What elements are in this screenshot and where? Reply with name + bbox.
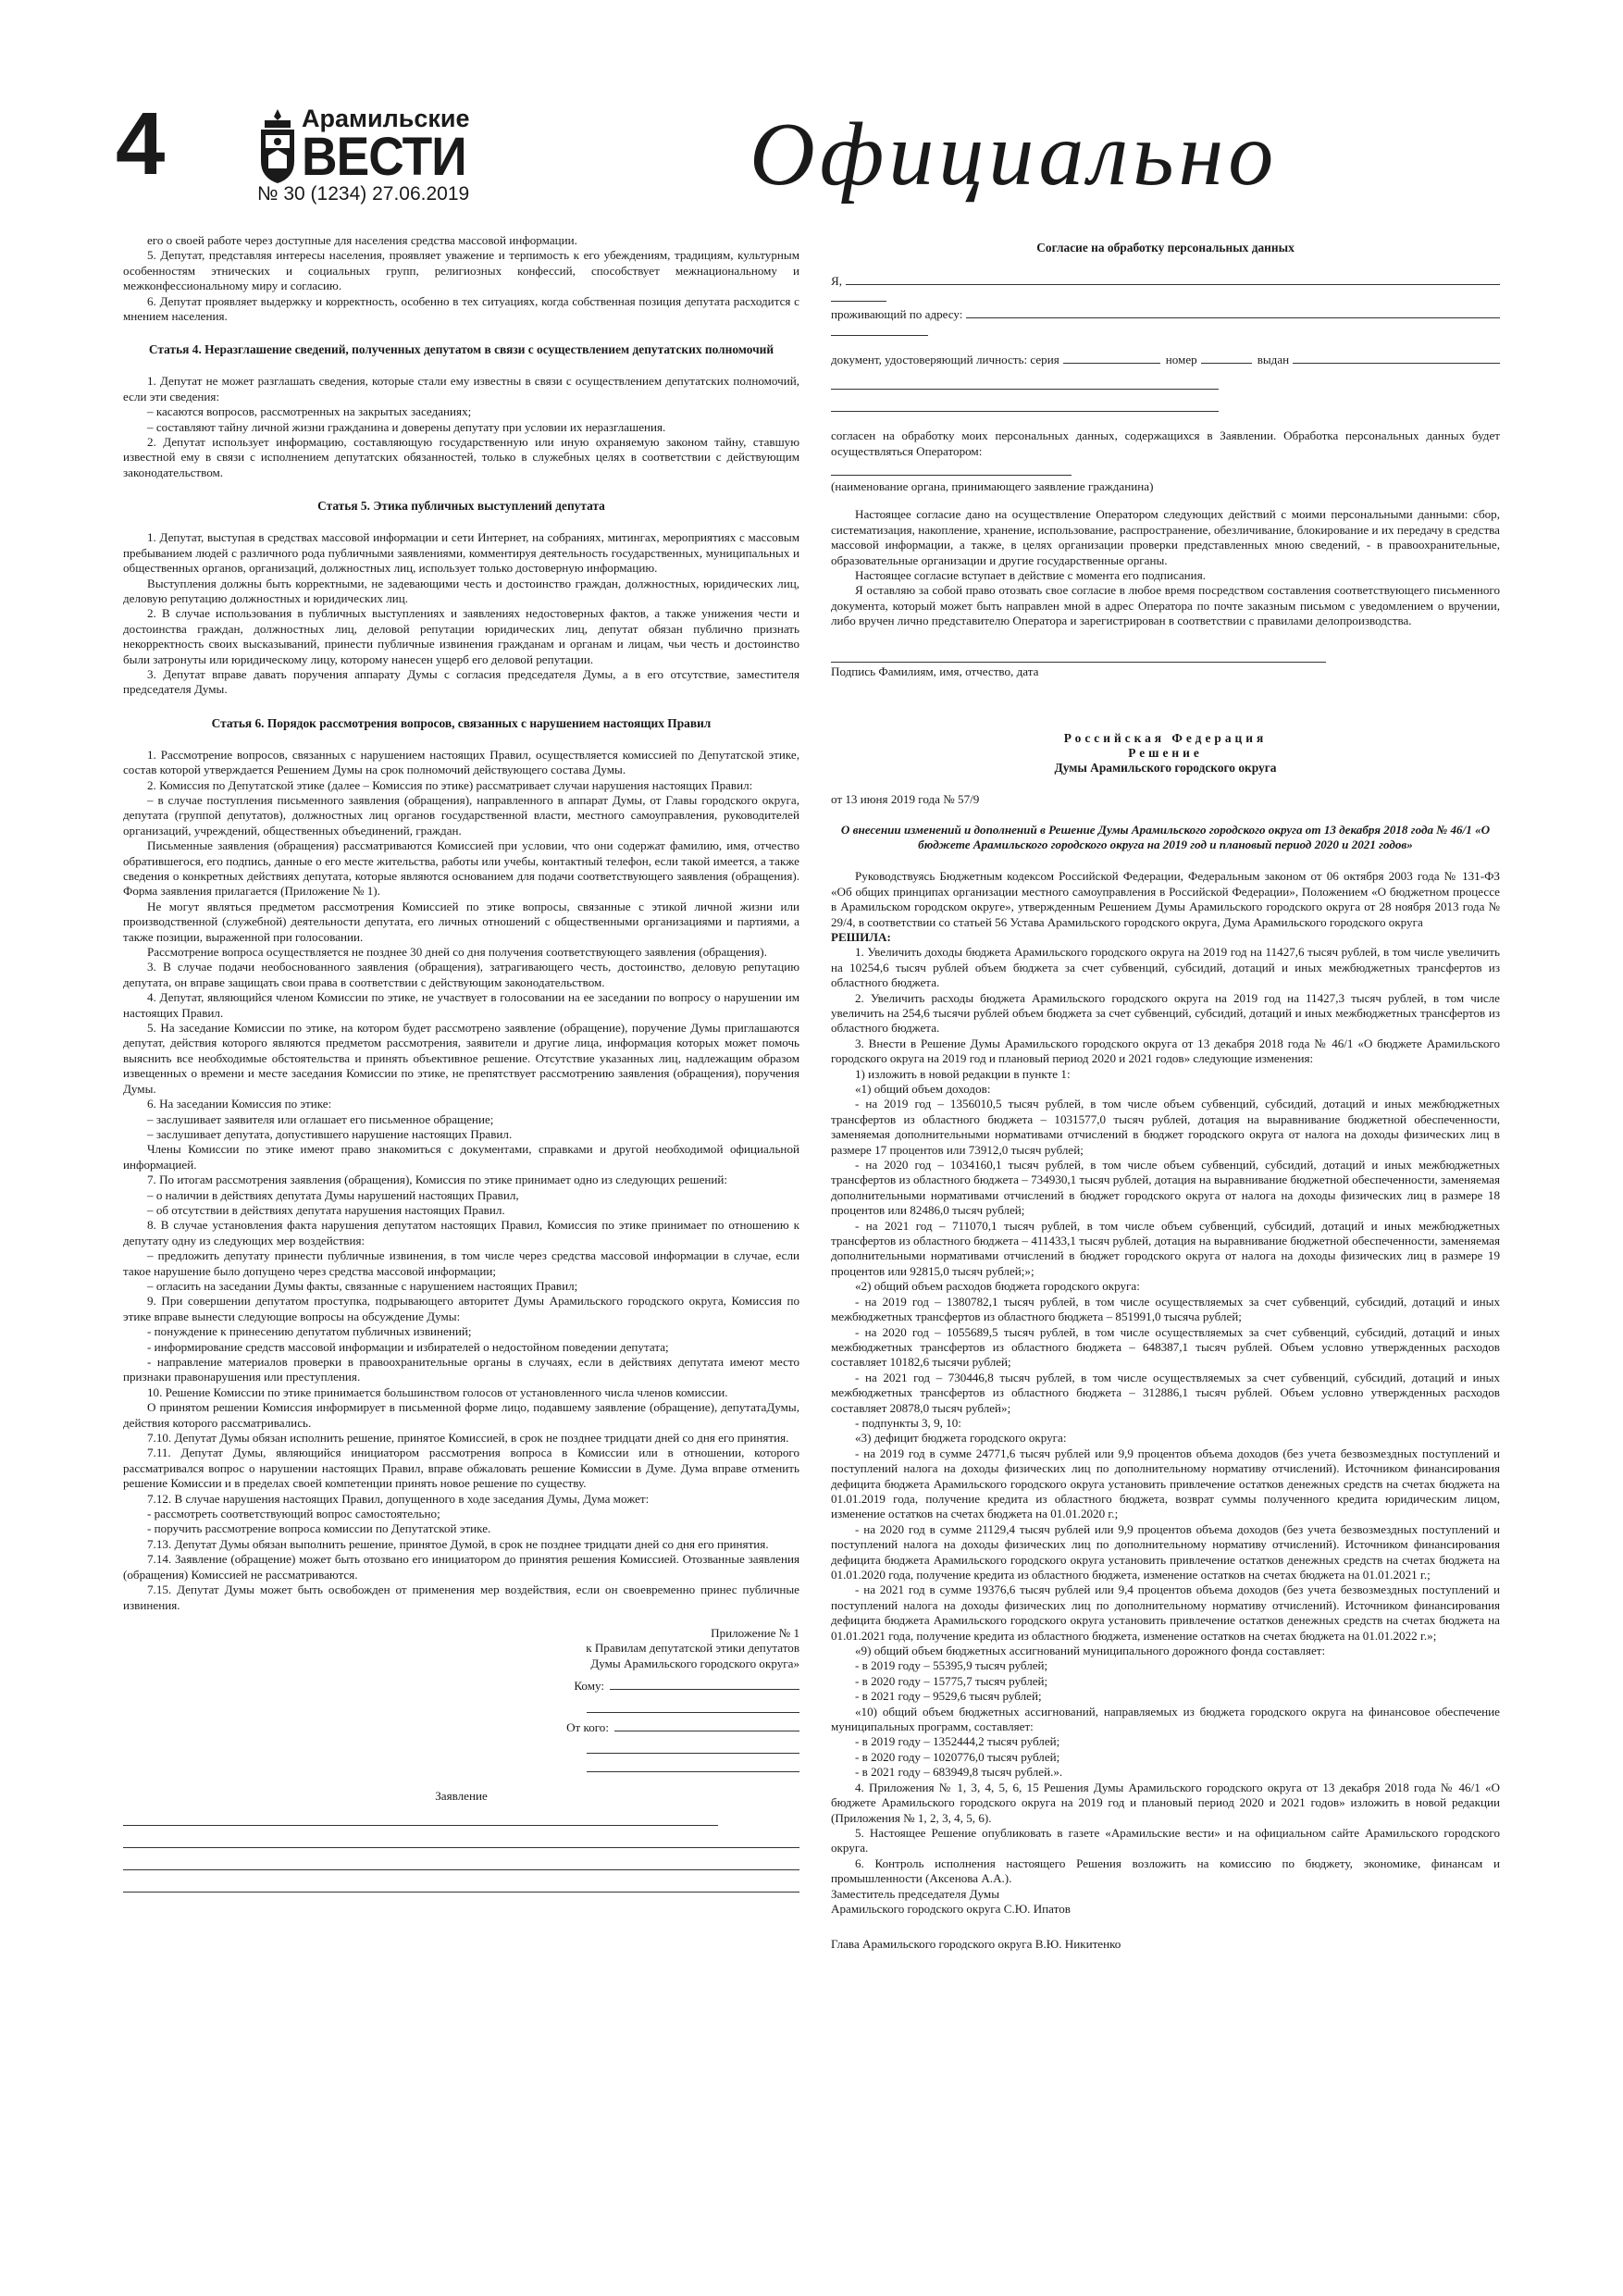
from-field-3	[123, 1759, 799, 1772]
paragraph: – заслушивает депутата, допустившего нарушение настоящих Правил.	[147, 1126, 513, 1141]
decision-item: 2. Увеличить расходы бюджета Арамильского городского округа на 2019 год на 11427,3 тысяч рублей, в том числе увеличить на 254,6 тысячи рублей объем бюджета за счет субвенций, субсидий, дотаций и иных межбюджетных трансфертов из областного бюджета.	[831, 990, 1500, 1036]
paragraph: 3. Депутат вправе давать поручения аппарату Думы с согласия председателя Думы, а в его отсутствие, заместителя председателя Думы.	[123, 666, 799, 697]
issue-number: № 30 (1234) 27.06.2019	[257, 183, 470, 205]
issued-label: выдан	[1257, 352, 1290, 366]
decision-item: «10) общий объем бюджетных ассигнований, направляемых из бюджета городского округа на финансовое обеспечение муниципальных программ, составляет:	[831, 1704, 1500, 1734]
decision-item: - на 2021 год в сумме 19376,6 тысяч рублей или 9,4 процентов объема доходов (без учета безвозмездных поступлений и поступлений налога на доходы физических лиц по дополнительному нормативу отчислений). Источником финансирования дефицита бюджета Арамильского городского округа установить привлечение остатков денежных средств на счетах бюджета на 01.01.2021 года, получение кредита из областного бюджета, изменение остатков на счетах бюджета на 01.01.2022 г.»;	[831, 1582, 1500, 1643]
number-input-line[interactable]	[1201, 351, 1252, 364]
decision-item: - в 2020 году – 1020776,0 тысяч рублей;	[855, 1749, 1060, 1764]
paragraph: 5. На заседание Комиссии по этике, на котором будет рассмотрено заявление (обращение), поручение Думы приглашаются депутат, действия которого являются предметом рассмотрения, заявители и другие лица, информация которых может помочь выяснить все необходимые обстоятельства и принять объективное решение. Отсутствие указанных лиц, надлежащим образом извещенных о времени и месте заседания Комиссии по этике, не препятствует рассмотрению заявления (обращения), поручения Думы.	[123, 1021, 799, 1096]
paragraph: – о наличии в действиях депутата Думы нарушений настоящих Правил,	[147, 1187, 519, 1202]
brand-subtitle: Арамильские	[302, 105, 470, 132]
head-signature: Глава Арамильского городского округа В.Ю. Никитенко	[831, 1937, 1121, 1952]
paragraph: 6. Депутат проявляет выдержку и корректность, особенно в тех ситуациях, когда собственная позиция депутата расходится с мнением населения.	[123, 293, 799, 324]
decision-item: - на 2021 год – 730446,8 тысяч рублей, в том числе осуществляемых за счет субвенций, субсидий, дотаций и иных межбюджетных трансфертов из областного бюджета – 312886,1 тысяч рублей. Объем условно утвержденных расходов составляет 20878,0 тысяч рублей»;	[831, 1370, 1500, 1415]
annex-line: Думы Арамильского городского округа»	[590, 1656, 799, 1670]
decision-item: - на 2020 год – 1034160,1 тысяч рублей, в том числе объем субвенций, субсидий, дотаций и иных межбюджетных трансфертов из областного бюджета – 734930,1 тысяч рублей, дотация на выравнивание бюджетной обеспеченности, заменяемая дополнительными нормативами отчислений в бюджет городского округа от налога на доходы физических лиц в размере 18 процентов или 82486,0 тысяч рублей;	[831, 1158, 1500, 1218]
article-5-title: Статья 5. Этика публичных выступлений депутата	[317, 499, 605, 514]
paragraph: 7.14. Заявление (обращение) может быть отозвано его инициатором до принятия решения Комиссией. Отозванные заявления (обращения) Комиссией не рассматриваются.	[123, 1552, 799, 1582]
decision-item: 1) изложить в новой редакции в пункте 1:	[855, 1066, 1071, 1081]
signature-line[interactable]	[831, 650, 1326, 663]
to-input-line-2[interactable]	[587, 1700, 799, 1713]
paragraph: - поручить рассмотрение вопроса комиссии по Депутатской этике.	[147, 1521, 491, 1536]
statement-line-1[interactable]	[123, 1813, 718, 1826]
decision-item: - подпункты 3, 9, 10:	[855, 1415, 961, 1430]
paragraph: Члены Комиссии по этике имеют право знакомиться с документами, справками и другой необходимой официальной информацией.	[123, 1142, 799, 1172]
rf-label: Российская Федерация	[1063, 731, 1268, 746]
decision-item: 3. Внести в Решение Думы Арамильского городского округа от 13 декабря 2018 года № 46/1 «О бюджете Арамильского городского округа на 2019 год и плановый период 2020 и 2021 годов» следующие изменения:	[831, 1036, 1500, 1066]
decision-header	[831, 731, 1500, 776]
decision-item: - на 2019 год – 1356010,5 тысяч рублей, в том числе объем субвенций, субсидий, дотаций и иных межбюджетных трансфертов из областного бюджета – 1031577,0 тысяч рублей, дотация на выравнивание бюджетной обеспеченности, заменяемая дополнительными нормативами отчислений в бюджет городского округа от налога на доходы физических лиц в размере 17 процентов или 73912,0 тысяч рублей;	[831, 1097, 1500, 1157]
article-4-title: Статья 4. Неразглашение сведений, полученных депутатом в связи с осуществлением депутатских полномочий	[148, 342, 774, 357]
page-number: 4	[116, 94, 164, 193]
paragraph: 9. При совершении депутатом проступка, подрывающего авторитет Думы Арамильского городского округа, Комиссия по этике вправе вынести следующие вопросы на обсуждение Думы:	[123, 1294, 799, 1323]
address-input-line-2[interactable]	[831, 323, 928, 336]
annex-line: Приложение № 1	[711, 1625, 799, 1640]
decision-item: - в 2021 году – 683949,8 тысяч рублей.».	[855, 1765, 1063, 1780]
paragraph: – составляют тайну личной жизни гражданина и доверены депутату при условии их неразглашения.	[147, 419, 666, 434]
document-label: документ, удостоверяющий личность: серия	[831, 352, 1059, 366]
article-4-body	[123, 374, 799, 480]
from-label: От кого:	[566, 1719, 609, 1734]
decision-item: - в 2019 году – 55395,9 тысяч рублей;	[855, 1658, 1048, 1673]
paragraph: – заслушивает заявителя или оглашает его письменное обращение;	[147, 1111, 494, 1126]
deputy-name: Арамильского городского округа С.Ю. Ипатов	[831, 1901, 1071, 1916]
paragraph: 3. В случае подачи необоснованного заявления (обращения), затрагивающего честь, достоинство, деловую репутацию депутата, он вправе защищать свои права в соответствии с действующим законодательством.	[123, 960, 799, 989]
annex-header	[123, 1626, 799, 1772]
decision-date: от 13 июня 2019 года № 57/9	[831, 792, 980, 807]
paragraph: Не могут являться предметом рассмотрения Комиссией по этике вопросы, связанные с этикой личной жизни или производственной (служебной) деятельности депутата, его личных отношений с общественными организациями и партиями, а также позиции, выраженной при голосовании.	[123, 899, 799, 944]
to-input-line[interactable]	[610, 1677, 799, 1690]
operator-note: (наименование органа, принимающего заявление гражданина)	[831, 479, 1154, 494]
from-input-line-2[interactable]	[587, 1741, 799, 1754]
paragraph: – касаются вопросов, рассмотренных на закрытых заседаниях;	[147, 404, 472, 419]
paragraph: 10. Решение Комиссии по этике принимается большинством голосов от установленного числа членов комиссии.	[147, 1384, 728, 1399]
consent-title: Согласие на обработку персональных данных	[1036, 241, 1295, 254]
decision-title: О внесении изменений и дополнений в Решение Думы Арамильского городского округа от 13 декабря 2018 года № 46/1 «О бюджете Арамильского городского округа на 2019 год и плановый период 2020 и 2021 годов»	[840, 822, 1491, 851]
paragraph: 2. Комиссия по Депутатской этике (далее – Комиссия по этике) рассматривает случаи нарушения настоящих Правил:	[147, 777, 753, 792]
paragraph: - информирование средств массовой информации и избирателей о недостойном поведении депутата;	[147, 1339, 669, 1354]
paragraph: 6. На заседании Комиссия по этике:	[147, 1097, 332, 1111]
paragraph: 7.12. В случае нарушения настоящих Правил, допущенного в ходе заседания Думы, Дума может:	[147, 1491, 650, 1506]
to-field-2	[123, 1700, 799, 1713]
intro-block	[123, 233, 799, 324]
name-input-line[interactable]	[846, 272, 1500, 285]
series-input-line[interactable]	[1063, 351, 1160, 364]
decision-item: «9) общий объем бюджетных ассигнований муниципального дорожного фонда составляет:	[855, 1644, 1326, 1658]
decision-item: 1. Увеличить доходы бюджета Арамильского городского округа на 2019 год на 11427,6 тысяч рублей, в том числе увеличить на 10254,6 тысяч рублей объем бюджета за счет субвенций, субсидий, дотаций и иных межбюджетных трансфертов из областного бюджета.	[831, 945, 1500, 990]
decision-item: - на 2021 год – 711070,1 тысяч рублей, в том числе объем субвенций, субсидий, дотаций и иных межбюджетных трансфертов из областного бюджета – 411433,1 тысяч рублей, дотация на выравнивание бюджетной обеспеченности, заменяемая дополнительными нормативами отчислений в бюджет городского округа от налога на доходы физических лиц в размере 19 процентов или 92815,0 тысяч рублей;»;	[831, 1218, 1500, 1278]
to-label: Кому:	[574, 1679, 604, 1694]
address-label: проживающий по адресу:	[831, 307, 963, 322]
paragraph: - направление материалов проверки в правоохранительные органы в случаях, если в действиях депутата имеют место признаки правонарушения или преступления.	[123, 1355, 799, 1384]
section-title: Официально	[750, 105, 1279, 205]
paragraph: 1. Депутат, выступая в средствах массовой информации и сети Интернет, на собраниях, митингах, мероприятиях с массовым пребыванием людей с различного рода публичными заявлениями, комментируя деятельность государственных, муниципальных и общественных органов, организаций, должностных лиц, использует только достоверную информацию.	[123, 530, 799, 576]
paragraph: – предложить депутату принести публичные извинения, в том числе через средства массовой информации в случае, если такое нарушение было допущено через средства массовой информации;	[123, 1248, 799, 1278]
annex-line: к Правилам депутатской этики депутатов	[586, 1641, 799, 1656]
paragraph: 2. Депутат использует информацию, составляющую государственную или иную охраняемую законом тайну, ставшую известной ему в связи с исполнением депутатских обязанностей, только в служебных целях в соответствии с действующим законодательством.	[123, 435, 799, 479]
decision-label: Решение	[1128, 746, 1203, 761]
paragraph: О принятом решении Комиссия информирует в письменной форме лицо, подавшему заявление (обращение), депутатаДумы, действия которого рассматривались.	[123, 1400, 799, 1430]
from-input-line-3[interactable]	[587, 1759, 799, 1772]
decision-item: 5. Настоящее Решение опубликовать в газете «Арамильские вести» и на официальном сайте Арамильского городского округа.	[831, 1825, 1500, 1855]
document-line-3[interactable]	[831, 399, 1219, 412]
paragraph: – в случае поступления письменного заявления (обращения), направленного в аппарат Думы, от Главы городского округа, депутата (группой депутатов), должностных лиц органов государственной власти, местного самоуправления, руководителей организаций, учреждений, общественных объединений, граждан.	[123, 792, 799, 838]
paragraph: Настоящее согласие вступает в действие с момента его подписания.	[855, 568, 1206, 583]
annex-lines	[123, 1626, 799, 1671]
paragraph: 7.15. Депутат Думы может быть освобожден от применения мер воздействия, если он своевременно принес публичные извинения.	[123, 1582, 799, 1612]
document-line-2[interactable]	[831, 377, 1219, 390]
decision-item: 6. Контроль исполнения настоящего Решения возложить на комиссию по бюджету, экономике, финансам и промышленности (Аксенова А.А.).	[831, 1855, 1500, 1886]
paragraph: 7.10. Депутат Думы обязан исполнить решение, принятое Комиссией, в срок не позднее тридцати дней со дня его принятия.	[147, 1431, 789, 1446]
decision-item: - на 2020 год – 1055689,5 тысяч рублей, в том числе осуществляемых за счет субвенций, субсидий, дотаций и иных межбюджетных трансфертов из областного бюджета – 648387,1 тысяч рублей. Объем условно утвержденных расходов составляет 10182,6 тысячи рублей;	[831, 1324, 1500, 1370]
paragraph: 1. Депутат не может разглашать сведения, которые стали ему известны в связи с осуществлением депутатских полномочий, если эти сведения:	[123, 374, 799, 403]
paragraph: 4. Депутат, являющийся членом Комиссии по этике, не участвует в голосовании на ее заседании по вопросу о нарушении им настоящих Правил.	[123, 990, 799, 1020]
from-input-line[interactable]	[614, 1719, 799, 1731]
decision-item: - на 2019 год в сумме 24771,6 тысяч рублей или 9,9 процентов объема доходов (без учета безвозмездных поступлений и поступлений налога на доходы физических лиц по дополнительному нормативу отчислений). Источником финансирования дефицита бюджета Арамильского городского округа установить привлечение остатков денежных средств на счетах бюджета на 01.01.2019 года, получение кредита из областного бюджета, возврат суммы полученного кредита юридическим лицом, изменение остатков на счетах бюджета на 01.01.2020 г.;	[831, 1446, 1500, 1521]
city-crest-icon	[257, 107, 298, 185]
document-field	[831, 351, 1500, 367]
paragraph: – об отсутствии в действиях депутата нарушения настоящих Правил.	[147, 1202, 505, 1217]
signature-label: Подпись Фамилиям, имя, отчество, дата	[831, 664, 1039, 678]
decision-item: - на 2019 год – 1380782,1 тысяч рублей, в том числе осуществляемых за счет субвенций, субсидий, дотаций и иных межбюджетных трансфертов из областного бюджета – 851991,0 тысяча рублей;	[831, 1294, 1500, 1324]
name-field	[831, 272, 1500, 289]
article-5-body	[123, 530, 799, 697]
paragraph: Выступления должны быть корректными, не задевающими честь и достоинство граждан, должностных, юридических лиц, деловую репутацию должностных и юридических лиц.	[123, 576, 799, 605]
right-column	[831, 233, 1500, 1953]
decision-item: «1) общий объем доходов:	[855, 1082, 991, 1096]
article-6-body	[123, 748, 799, 1613]
paragraph: – огласить на заседании Думы факты, связанные с нарушением настоящих Правил;	[147, 1278, 578, 1293]
paragraph: Письменные заявления (обращения) рассматриваются Комиссией при условии, что они содержат фамилию, имя, отчество обратившегося, его подпись, данные о его месте жительства, работы или учебы, контактный телефон, если такой имеется, а также сведения о конкретных действиях депутата, которые являются основанием для подачи соответствующего заявления (обращения). Форма заявления прилагается (Приложение № 1).	[123, 838, 799, 899]
issued-input-line[interactable]	[1293, 351, 1500, 364]
deputy-title: Заместитель председателя Думы	[831, 1886, 1000, 1901]
paragraph: 7.13. Депутат Думы обязан выполнить решение, принятое Думой, в срок не позднее тридцати дней со дня его принятия.	[147, 1536, 769, 1551]
paragraph: Настоящее согласие дано на осуществление Оператором следующих действий с моими персональными данными: сбор, систематизация, накопление, хранение, использование, распространение, обезличивание, блокирование и их передачу в средства массовой информации, а также, в целях организации проверки представленных мною сведений, - в правоохранительные, образовательные организации и другие государственные органы.	[831, 507, 1500, 567]
decision-item: - в 2020 году – 15775,7 тысяч рублей;	[855, 1673, 1048, 1688]
agree-text: согласен на обработку моих персональных данных, содержащихся в Заявлении. Обработка персональных данных будет осуществляться Оператором:	[831, 428, 1500, 458]
operator-input-line[interactable]	[831, 463, 1072, 476]
paragraph: 7.11. Депутат Думы, являющийся инициатором рассмотрения вопроса в Комиссии или в отношении, которого рассматривался вопрос о нарушении настоящих Правил, вправе обжаловать решение Комиссии в Думе. Дума вправе отменить решение Комиссии и в пределах своей компетенции принять новое решение по существу.	[123, 1446, 799, 1491]
preamble: Руководствуясь Бюджетным кодексом Российской Федерации, Федеральным законом от 06 октября 2003 года № 131-ФЗ «Об общих принципах организации местного самоуправления в Российской Федерации», Положением «О бюджетном процессе в Арамильском городском округе», утвержденным Решением Думы Арамильского городского округа от 28 ноября 2013 года № 29/4, в соответствии со статьей 56 Устава Арамильского городского округа, Дума Арамильского городского округа	[831, 869, 1500, 929]
from-field	[123, 1719, 799, 1735]
masthead	[0, 0, 1623, 227]
address-input-line[interactable]	[966, 305, 1500, 318]
paragraph: 1. Рассмотрение вопросов, связанных с нарушением настоящих Правил, осуществляется комиссией по Депутатской этике, состав которой утверждается Решением Думы на срок полномочий действующего состава Думы.	[123, 747, 799, 777]
resolved-label: РЕШИЛА:	[831, 929, 891, 944]
decision-items	[831, 945, 1500, 1886]
newspaper-logo	[257, 102, 479, 194]
statement-label: Заявление	[435, 1788, 488, 1803]
paragraph: Рассмотрение вопроса осуществляется не позднее 30 дней со дня получения соответствующего заявления (обращения).	[147, 945, 767, 960]
paragraph: 5. Депутат, представляя интересы населения, проявляет уважение и терпимость к его убеждениям, традициям, культурным особенностям этнических и социальных групп, религиозных конфессий, способствует межнациональному и межконфессиональному миру и согласию.	[123, 248, 799, 293]
paragraph: 7. По итогам рассмотрения заявления (обращения), Комиссия по этике принимает одно из следующих решений:	[147, 1173, 728, 1187]
consent-body	[831, 507, 1500, 628]
paragraph: 8. В случае установления факта нарушения депутатом настоящих Правил, Комиссия по этике принимает по отношению к депутату одну из следующих мер воздействия:	[123, 1218, 799, 1247]
i-label: Я,	[831, 274, 843, 288]
decision-item: «3) дефицит бюджета городского округа:	[855, 1431, 1067, 1446]
to-field	[123, 1677, 799, 1694]
decision-item: 4. Приложения № 1, 3, 4, 5, 6, 15 Решения Думы Арамильского городского округа от 13 декабря 2018 года № 46/1 «О бюджете Арамильского городского округа на 2019 год и плановый период 2020 и 2021 годов» изложить в новой редакции (Приложения № 1, 2, 3, 4, 5, 6).	[831, 1780, 1500, 1825]
address-field	[831, 305, 1500, 322]
statement-line-3[interactable]	[123, 1857, 799, 1870]
article-6-title: Статья 6. Порядок рассмотрения вопросов, связанных с нарушением настоящих Правил	[211, 715, 712, 730]
decision-item: - на 2020 год в сумме 21129,4 тысяч рублей или 9,9 процентов объема доходов (без учета безвозмездных поступлений и поступлений налога на доходы физических лиц по дополнительному нормативу отчислений). Источником финансирования дефицита бюджета Арамильского городского округа установить привлечение остатков денежных средств на счетах бюджета на 01.01.2020 года, получение кредита из областного бюджета, изменение остатков на счетах бюджета на 01.01.2021 г.;	[831, 1521, 1500, 1582]
statement-line-2[interactable]	[123, 1835, 799, 1848]
paragraph: Я оставляю за собой право отозвать свое согласие в любое время посредством составления соответствующего письменного документа, который может быть направлен мной в адрес Оператора по почте заказным письмом с уведомлением о вручении, либо вручен лично представителю Оператора и зарегистрирован в соответствии с правилами делопроизводства.	[831, 583, 1500, 628]
paragraph: - рассмотреть соответствующий вопрос самостоятельно;	[147, 1507, 440, 1521]
from-field-2	[123, 1741, 799, 1754]
paragraph: 2. В случае использования в публичных выступлениях и заявлениях недостоверных фактов, а также унижения чести и достоинства граждан, должностных лиц, деловой репутации юридических лиц, депутат обязан публично признать некорректность своих высказываний, принести публичные извинения гражданам и органам и лицам, чьи честь и достоинство были затронуты или юридическому лицу, которому нанесен ущерб его деловой репутации.	[123, 606, 799, 666]
decision-item: - в 2019 году – 1352444,2 тысяч рублей;	[855, 1734, 1060, 1749]
brand-title: ВЕСТИ	[302, 127, 466, 187]
paragraph: его о своей работе через доступные для населения средства массовой информации.	[147, 233, 577, 247]
name-input-line-2[interactable]	[831, 289, 886, 302]
decision-item: - в 2021 году – 9529,6 тысяч рублей;	[855, 1689, 1042, 1704]
paragraph: - понуждение к принесению депутатом публичных извинений;	[147, 1324, 472, 1339]
decision-item: «2) общий объем расходов бюджета городского округа:	[855, 1279, 1140, 1294]
left-column	[123, 233, 799, 1893]
statement-line-4[interactable]	[123, 1880, 799, 1893]
duma-label: Думы Арамильского городского округа	[1054, 761, 1277, 776]
number-label: номер	[1165, 352, 1197, 366]
